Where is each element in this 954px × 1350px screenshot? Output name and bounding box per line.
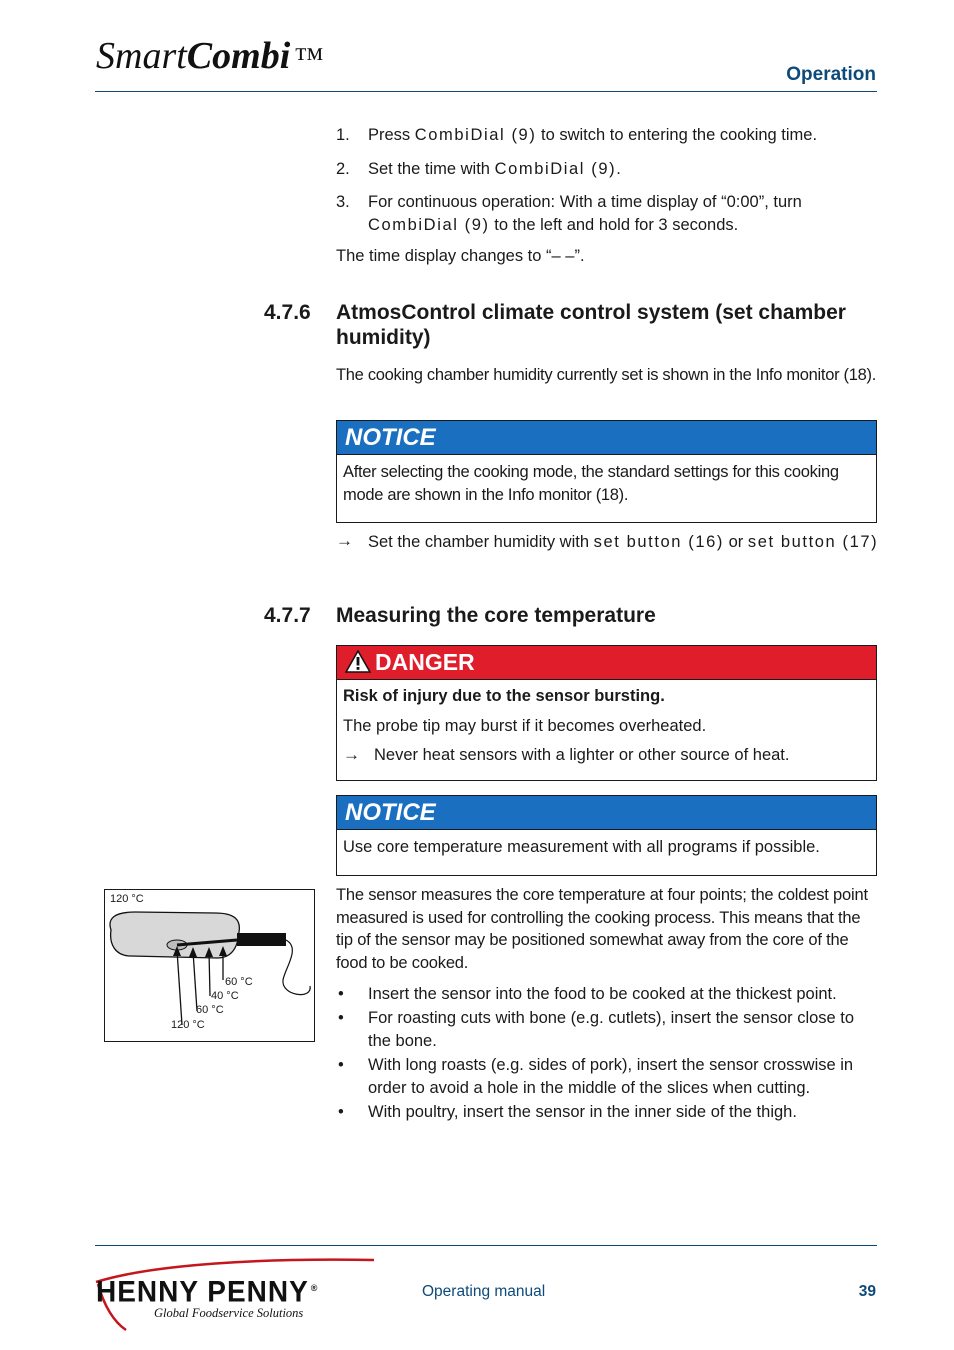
heading-number: 4.7.6 [264,301,311,324]
step-item [336,191,881,236]
brand-trademark: ™ [294,42,324,75]
step-text: Press [368,126,415,144]
action-code: set button (17) [747,533,879,551]
list-item [336,1054,881,1100]
bullet-icon: • [338,1009,344,1027]
bullet-list [336,983,881,1125]
henny-penny-logo [94,1256,394,1332]
core-temperature-figure [104,889,315,1042]
step-number: 1. [336,126,350,144]
step-code: CombiDial (9) [414,126,537,144]
brand-smart: Smart [96,35,187,77]
danger-header [337,646,876,680]
brand-title [96,34,324,78]
step-item [336,124,881,147]
figure-label-3: 60 °C [196,1004,224,1016]
step-text: For continuous operation: With a time display of “0:00”, turn [368,193,802,211]
list-item [336,1007,881,1053]
warning-triangle-icon [345,650,371,673]
heading-number: 4.7.7 [264,604,311,627]
heading-4-7-6 [264,300,881,350]
danger-label: DANGER [375,649,475,675]
notice-label: NOTICE [337,796,876,830]
figure-label-top: 120 °C [110,893,144,905]
heading-4-7-7 [264,603,881,628]
danger-action-text: Never heat sensors with a lighter or other source of heat. [374,746,790,764]
figure-label-4: 120 °C [171,1019,205,1031]
time-display-note: The time display changes to “– –”. [336,247,585,265]
step-number: 2. [336,159,350,178]
arrow-right-icon: → [336,531,353,550]
bullet-icon: • [338,1103,344,1121]
notice-text: Use core temperature measurement with all programs if possible. [343,838,820,856]
danger-heading: Risk of injury due to the sensor bursting. [343,687,665,705]
step-code: CombiDial (9). [494,159,623,178]
danger-text: The probe tip may burst if it becomes overheated. [343,717,707,735]
logo-wordmark [96,1275,318,1309]
list-item-text: Insert the sensor into the food to be cooked at the thickest point. [368,985,837,1003]
sensor-description: The sensor measures the core temperature at four points; the coldest point measured is used for controlling the cooking process. This means that the tip of the sensor may be positioned somewhat away from the core of the food to be cooked. [336,886,868,972]
page-number: 39 [858,1283,876,1300]
notice-box [336,420,877,523]
brand-combi: Combi [186,35,291,77]
arrow-right-icon: → [343,745,360,764]
list-item-text: With long roasts (e.g. sides of pork), insert the sensor crosswise in order to avoid a hole in the middle of the slices when cutting. [368,1056,854,1097]
footer-divider [95,1245,877,1246]
logo-registered: ® [310,1282,319,1293]
action-text: or [724,533,748,551]
heading-title: Measuring the core temperature [336,604,656,627]
figure-label-2: 40 °C [211,990,239,1002]
step-number: 3. [336,193,350,211]
heading-title: AtmosControl climate control system (set chamber humidity) [336,301,846,349]
bullet-icon: • [338,1056,344,1074]
figure-label-1: 60 °C [225,976,253,988]
danger-action [343,744,870,767]
logo-text: HENNY PENNY [96,1275,309,1308]
action-text: Set the chamber humidity with [368,533,594,551]
step-code: CombiDial (9) [368,215,490,234]
action-code: set button (16) [593,533,725,551]
logo-tagline: Global Foodservice Solutions [154,1306,304,1320]
probe-illustration [105,890,314,1041]
step-list [336,124,881,247]
section-label: Operation [786,64,876,85]
step-item [336,158,881,181]
humidity-action [336,531,913,554]
notice-text: After selecting the cooking mode, the standard settings for this cooking mode are shown in the Info monitor (18). [343,463,839,504]
step-text: to the left and hold for 3 seconds. [489,215,739,234]
list-item [336,983,881,1006]
step-text: to switch to entering the cooking time. [536,126,818,144]
danger-box [336,645,877,781]
list-item [336,1101,881,1124]
notice-box-2 [336,795,877,876]
humidity-intro: The cooking chamber humidity currently set is shown in the Info monitor (18). [336,366,876,384]
notice-label: NOTICE [337,421,876,455]
footer-manual-label: Operating manual [422,1283,546,1300]
header-divider [95,91,877,92]
list-item-text: With poultry, insert the sensor in the inner side of the thigh. [368,1103,797,1121]
step-text: Set the time with [368,159,495,178]
bullet-icon: • [338,985,344,1003]
list-item-text: For roasting cuts with bone (e.g. cutlets), insert the sensor close to the bone. [368,1009,855,1050]
